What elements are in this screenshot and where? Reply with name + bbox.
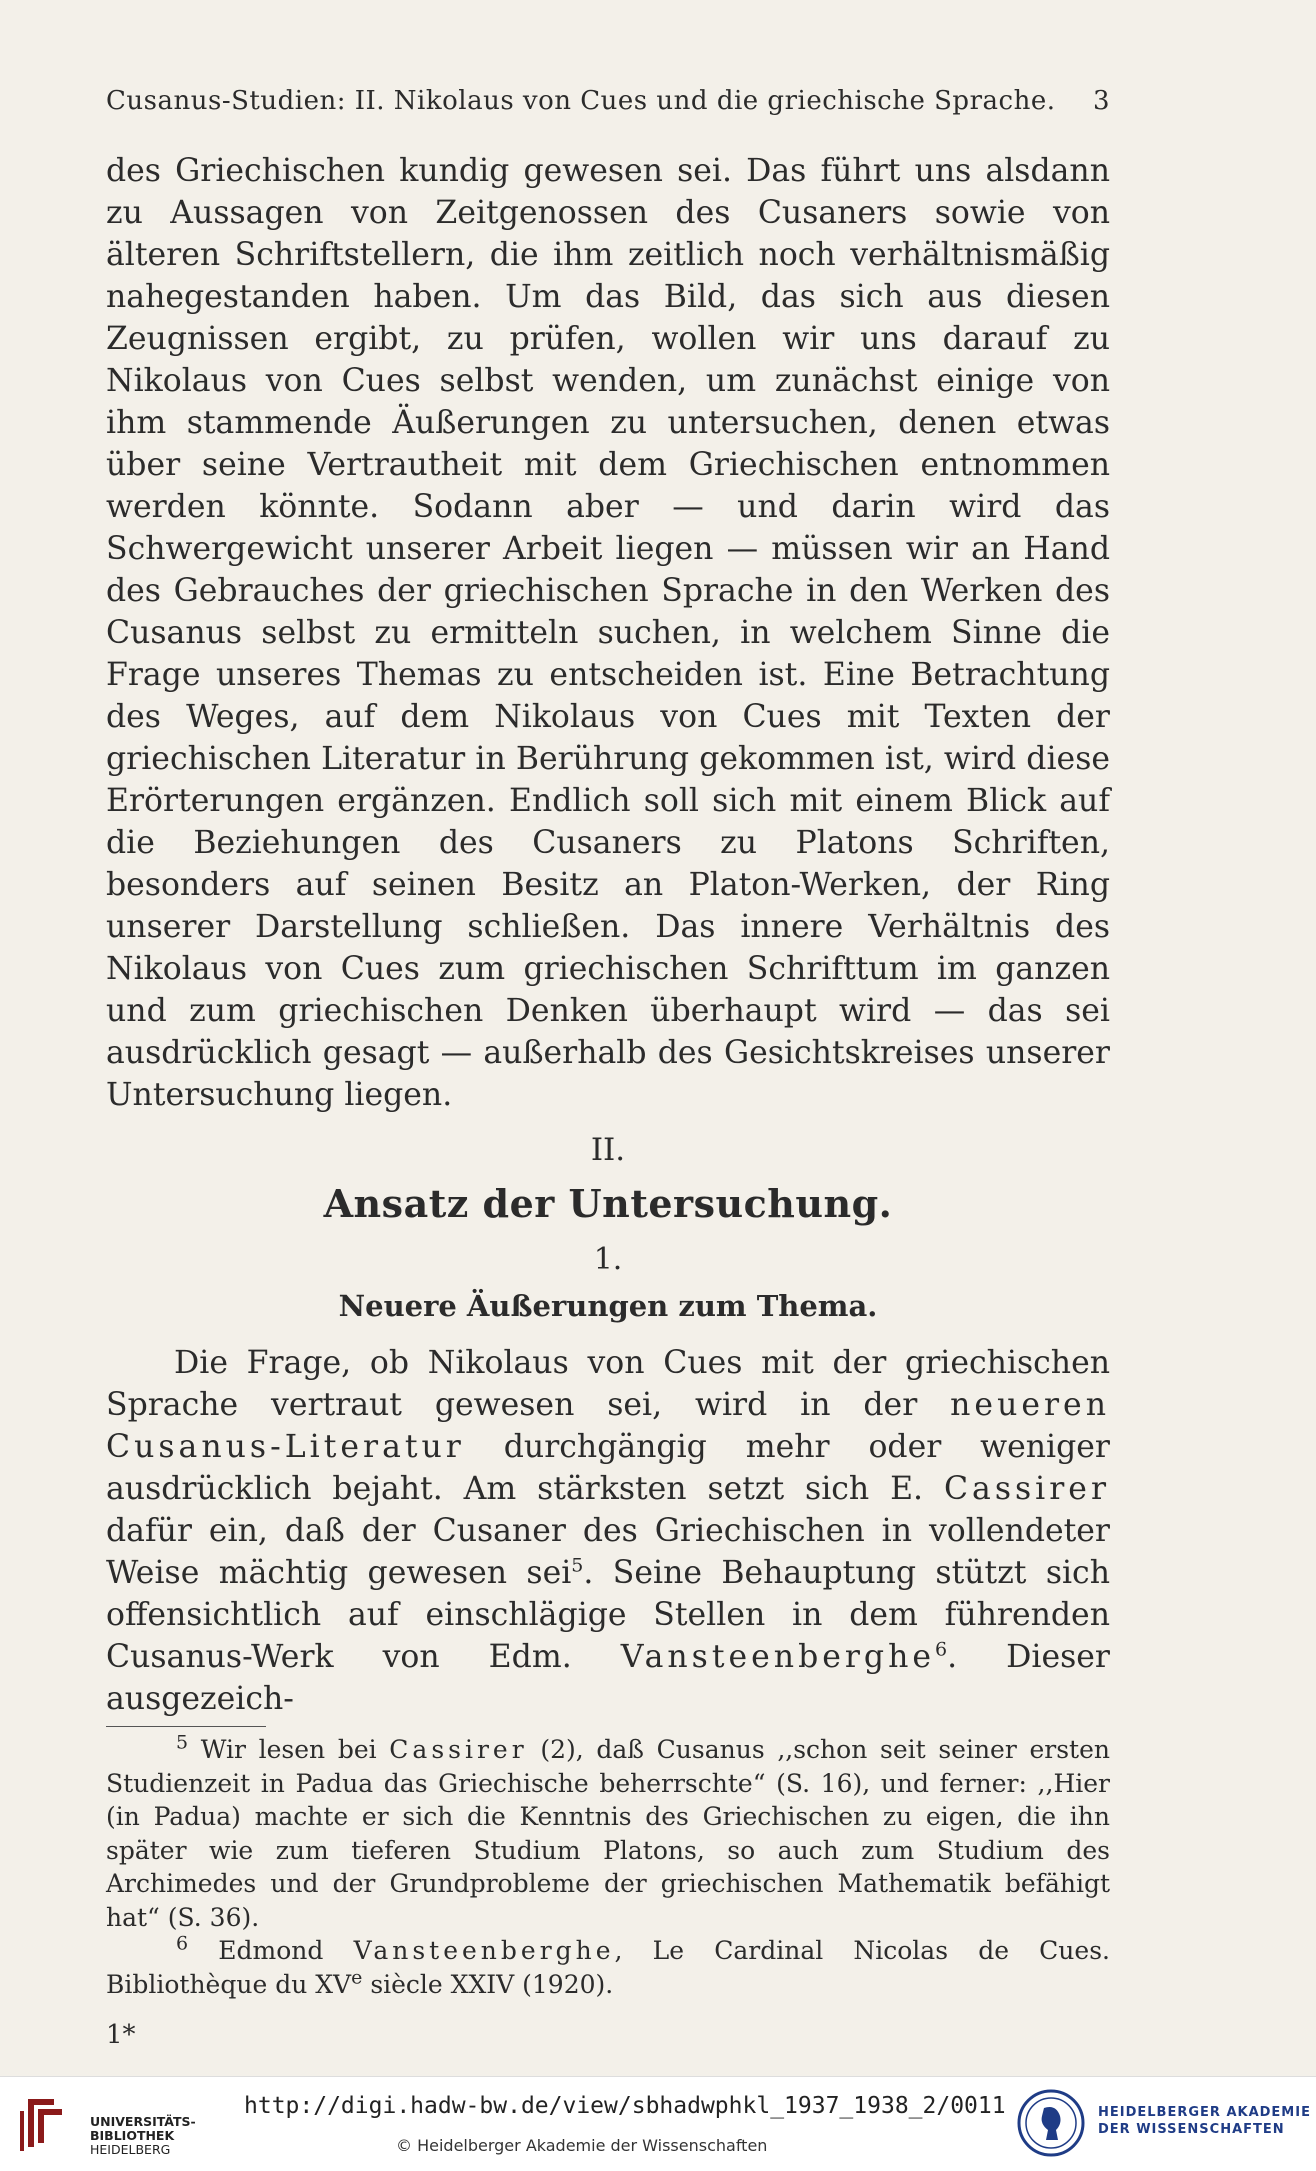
footnote-5-mark: 5: [176, 1731, 189, 1754]
footnote-6-text-a: Edmond: [218, 1936, 324, 1965]
p2-text-c: dafür ein, daß der Cusaner des Griechischen in vollendeter Weise mächtig gewesen sei: [106, 1513, 1110, 1591]
academy-name: [1098, 2104, 1311, 2138]
source-url-link[interactable]: http://digi.hadw-bw.de/view/sbhadwphkl_1937_1938_2/0011: [244, 2093, 1006, 2119]
footnote-5: [106, 1733, 1110, 1934]
p2-text-b: durchgängig mehr oder weniger ausdrücklich bejaht. Am stärksten setzt sich E.: [106, 1429, 1110, 1507]
ub-line-3: HEIDELBERG: [90, 2142, 171, 2157]
footnote-ref-6: 6: [935, 1638, 948, 1661]
footnote-6-text-c: siècle XXIV (1920).: [370, 1969, 614, 1999]
signature-mark: 1*: [106, 2020, 136, 2050]
academy-seal-icon[interactable]: [1016, 2088, 1086, 2158]
footnote-5-text-a: Wir lesen bei: [200, 1735, 377, 1764]
ub-line-1: UNIVERSITÄTS-: [90, 2114, 196, 2129]
footnote-6-text-b: , Le Cardinal Nicolas de Cues. Bibliothèque du XV: [106, 1936, 1110, 1999]
footnote-rule: [106, 1726, 266, 1727]
ub-emblem-icon: [14, 2091, 70, 2155]
section-title: Ansatz der Untersuchung.: [323, 1181, 893, 1226]
p2-text-e: . Dieser ausgezeich-: [106, 1639, 1110, 1717]
paragraph-2: [106, 1342, 1110, 1720]
footnote-6-mark: 6: [176, 1932, 189, 1955]
university-library-logo[interactable]: [14, 2091, 196, 2157]
p2-spaced-2: Cassirer: [943, 1471, 1110, 1507]
copyright-notice: © Heidelberger Akademie der Wissenschaften: [396, 2136, 768, 2155]
main-text: [106, 150, 1110, 2053]
footnote-6: [106, 1934, 1110, 2001]
subsection-title: Neuere Äußerungen zum Thema.: [338, 1289, 878, 1323]
footnote-5-text-b: (2), daß Cusanus ,,schon seit seiner ersten Studienzeit in Padua das Griechische beherrschte“ (S. 16), und ferner: ,,Hier (in Padua) machte er sich die Kenntnis des Griechischen zu eigen, die ihn später wie zum tieferen Studium Platons, so auch zum Studium des Archimedes und der Grundprobleme der griechischen Mathematik befähigt hat“ (S. 36).: [106, 1735, 1110, 1932]
running-head: [106, 86, 1110, 122]
p2-spaced-3: Vansteenberghe: [620, 1639, 936, 1675]
ub-name: [90, 2115, 196, 2157]
academy-line-2: DER WISSENSCHAFTEN: [1098, 2122, 1285, 2137]
footer-bar: [0, 2076, 1316, 2171]
p2-text-d: . Seine Behauptung stützt sich offensichtlich auf einschlägige Stellen in dem führenden Cusanus-Werk von Edm.: [106, 1555, 1110, 1675]
footnote-ref-5: 5: [571, 1554, 584, 1577]
footnote-5-spaced: Cassirer: [389, 1735, 528, 1764]
subsection-number: 1.: [593, 1242, 623, 1277]
footnote-6-spaced: Vansteenberghe: [353, 1936, 615, 1965]
footnote-6-sup: e: [351, 1966, 363, 1989]
paragraph-1: des Griechischen kundig gewesen sei. Das führt uns alsdann zu Aussagen von Zeitgenossen des Cusaners sowie von älteren Schriftstellern, die ihm zeitlich noch verhältnismäßig nahegestanden haben. Um das Bild, das sich aus diesen Zeugnissen ergibt, zu prüfen, wollen wir uns darauf zu Nikolaus von Cues selbst wenden, um zunächst einige von ihm stammende Äußerungen zu untersuchen, denen etwas über seine Vertrautheit mit dem Griechischen entnommen werden könnte. Sodann aber — und darin wird das Schwergewicht unserer Arbeit liegen — müssen wir an Hand des Gebrauches der griechischen Sprache in den Werken des Cusanus selbst zu ermitteln suchen, in welchem Sinne die Frage unseres Themas zu entscheiden ist. Eine Betrachtung des Weges, auf dem Nikolaus von Cues mit Texten der griechischen Literatur in Berührung gekommen ist, wird diese Erörterungen ergänzen. Endlich soll sich mit einem Blick auf die Beziehungen des Cusaners zu Platons Schriften, besonders auf seinen Besitz an Platon-Werken, der Ring unserer Darstellung schließen. Das innere Verhältnis des Nikolaus von Cues zum griechischen Schrifttum im ganzen und zum griechischen Denken überhaupt wird — das sei ausdrücklich gesagt — außerhalb des Gesichtskreises unserer Untersuchung liegen.: [106, 153, 1110, 1113]
ub-line-2: BIBLIOTHEK: [90, 2128, 175, 2143]
p2-spaced-1: neueren Cusanus-Literatur: [106, 1387, 1110, 1465]
p2-text-a: Die Frage, ob Nikolaus von Cues mit der griechischen Sprache vertraut gewesen sei, wird in der: [106, 1345, 1110, 1423]
section-number: II.: [590, 1132, 626, 1168]
academy-line-1: HEIDELBERGER AKADEMIE: [1098, 2105, 1311, 2120]
page-number: 3: [1092, 86, 1110, 116]
footnotes: [106, 1733, 1110, 2053]
running-title: Cusanus-Studien: II. Nikolaus von Cues und die griechische Sprache.: [106, 86, 1056, 116]
